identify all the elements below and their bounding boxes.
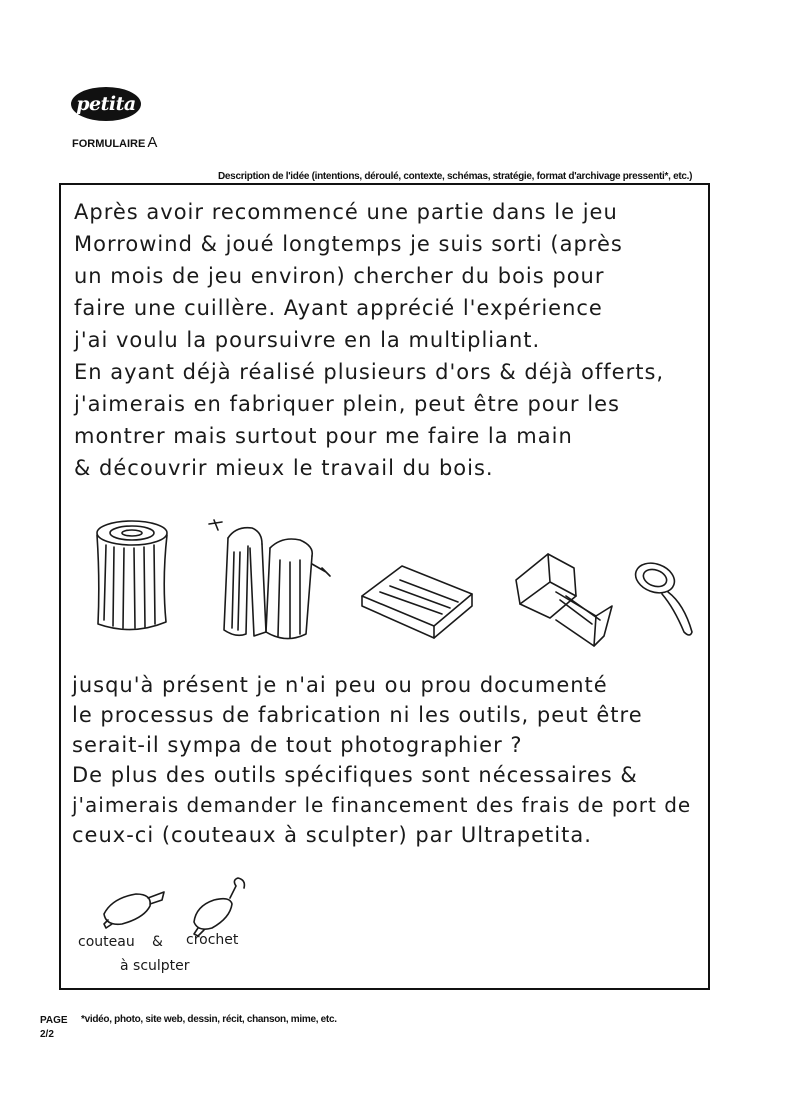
footer-note: *vidéo, photo, site web, dessin, récit, chanson, mime, etc. (81, 1014, 337, 1025)
handwritten-line: j'ai voulu la poursuivre en la multipliant. (74, 328, 541, 352)
petita-logo (71, 87, 141, 121)
form-letter: A (147, 134, 158, 151)
form-label (72, 134, 157, 151)
handwritten-line: De plus des outils spécifiques sont nécessaires & (72, 763, 638, 787)
handwritten-line: j'aimerais demander le financement des frais de port de (72, 793, 692, 817)
page-number: 2/2 (40, 1029, 54, 1040)
logo-text: petita (76, 93, 136, 115)
handwritten-line: j'aimerais en fabriquer plein, peut être pour les (74, 392, 620, 416)
description-label: Description de l'idée (intentions, déroulé, contexte, schémas, stratégie, format d'archivage pressenti*, etc.) (218, 171, 693, 182)
handwritten-line: serait-il sympa de tout photographier ? (72, 733, 523, 757)
handwritten-line: ceux-ci (couteaux à sculpter) par Ultrapetita. (72, 823, 592, 847)
page-label: PAGE (40, 1015, 68, 1026)
form-label-text: FORMULAIRE (72, 138, 146, 150)
handwritten-line: En ayant déjà réalisé plusieurs d'ors & déjà offerts, (74, 360, 665, 384)
caption-hook: crochet (186, 932, 239, 948)
handwritten-line: Morrowind & joué longtemps je suis sorti (après (74, 232, 623, 256)
handwritten-paragraph-2 (72, 670, 691, 850)
handwritten-line: jusqu'à présent je n'ai peu ou prou documenté (72, 673, 608, 697)
handwritten-line: montrer mais surtout pour me faire la main (74, 424, 573, 448)
handwritten-paragraph-1 (74, 196, 664, 484)
handwritten-line: le processus de fabrication ni les outils, peut être (72, 703, 643, 727)
handwritten-line: faire une cuillère. Ayant apprécié l'expérience (74, 296, 603, 320)
caption-knife: couteau (78, 934, 135, 950)
caption-and: & (152, 934, 163, 950)
handwritten-line: & découvrir mieux le travail du bois. (74, 456, 494, 480)
caption-sculpt: à sculpter (120, 958, 190, 974)
page-indicator (40, 1014, 68, 1042)
handwritten-line: Après avoir recommencé une partie dans le jeu (74, 200, 618, 224)
handwritten-line: un mois de jeu environ) chercher du bois pour (74, 264, 605, 288)
